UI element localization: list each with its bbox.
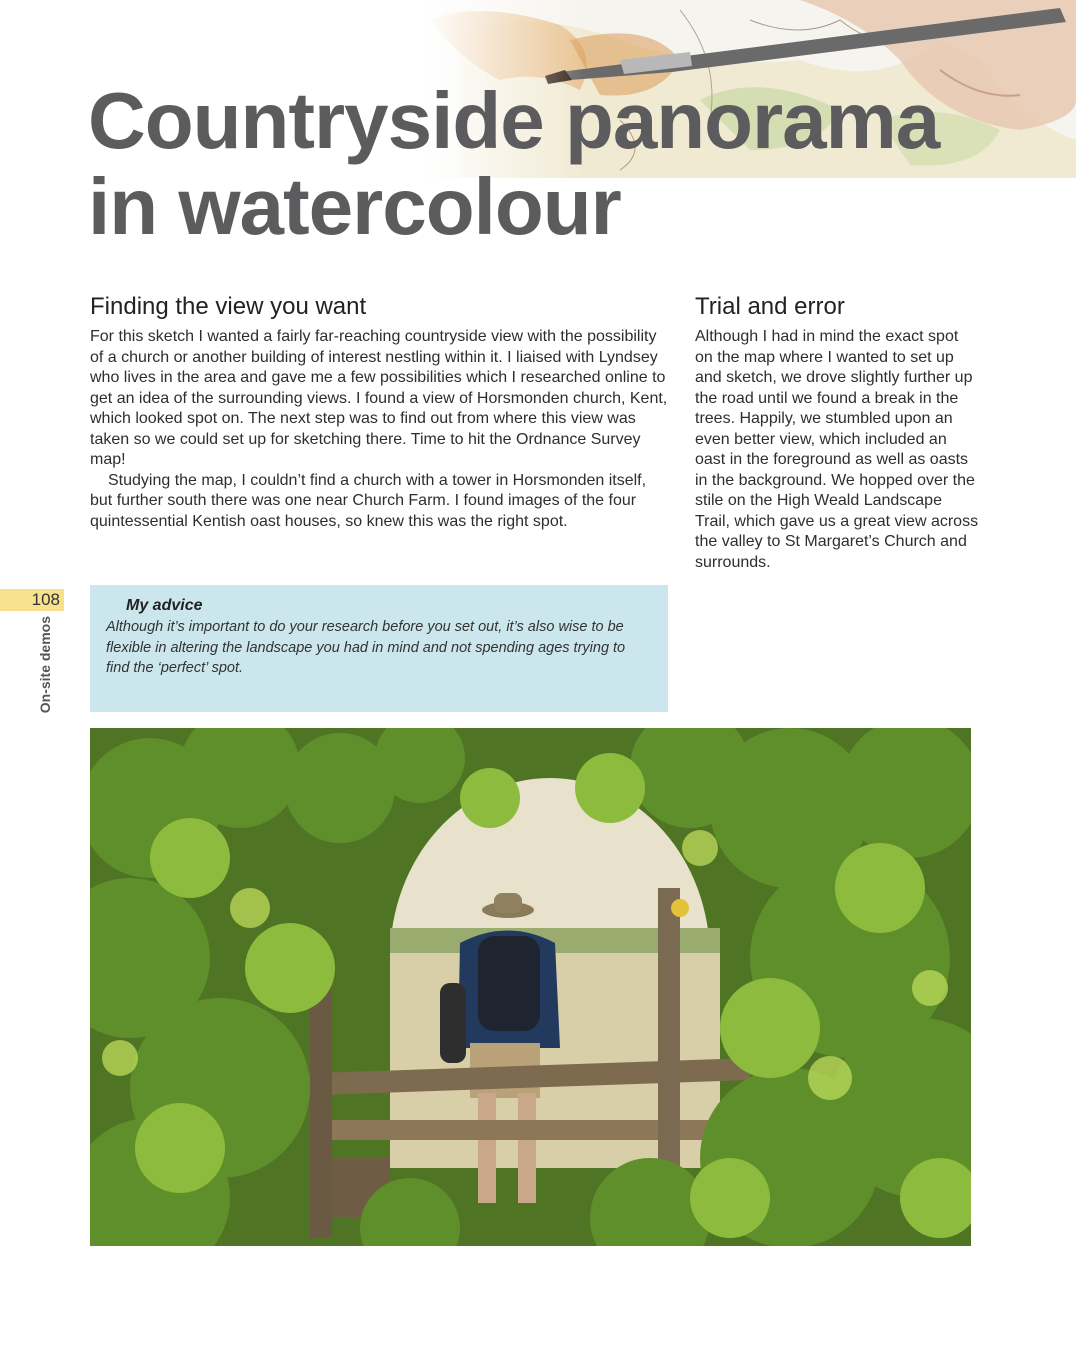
hiker-stile-photo xyxy=(90,728,971,1246)
section-label-text: On-site demos xyxy=(37,616,53,714)
right-column xyxy=(695,293,980,573)
title-line-1: Countryside panorama xyxy=(88,76,940,165)
right-column-heading: Trial and error xyxy=(695,293,845,320)
page-title xyxy=(88,78,939,250)
section-label xyxy=(37,616,53,728)
left-column xyxy=(90,293,670,532)
advice-text: Although it’s important to do your research before you set out, it’s also wise to be flexible in altering the landscape you had in mind and not spending ages trying to find the ‘perfect’ spot. xyxy=(106,619,626,676)
advice-box xyxy=(90,585,668,712)
title-line-2: in watercolour xyxy=(88,162,621,251)
page-number: 108 xyxy=(0,589,64,611)
left-column-paragraph-1: For this sketch I wanted a fairly far-reaching countryside view with the possibility of a church or another building of interest nestling within it. I liaised with Lyndsey who lives in the area and gave me a few possibilities which I researched online to get an idea of the surrounding views. I found a view of Horsmonden church, Kent, which looked spot on. The next step was to find out from where this view was taken so we could set up for sketching there. Time to hit the Ordnance Survey map! xyxy=(90,328,668,468)
right-column-paragraph-1: Although I had in mind the exact spot on the map where I wanted to set up and sketch, we drove slightly further up the road until we found a break in the trees. Happily, we stumbled upon an even better view, which included an oast in the foreground as well as oasts in the background. We hopped over the stile on the High Weald Landscape Trail, which gave us a great view across the valley to St Margaret’s Church and surrounds. xyxy=(695,328,979,571)
left-column-paragraph-2: Studying the map, I couldn’t find a church with a tower in Horsmonden itself, but further south there was one near Church Farm. I found images of the four quintessential Kentish oast houses, so knew this was the right spot. xyxy=(90,471,647,530)
advice-heading: My advice xyxy=(126,597,203,614)
left-column-heading: Finding the view you want xyxy=(90,293,367,320)
